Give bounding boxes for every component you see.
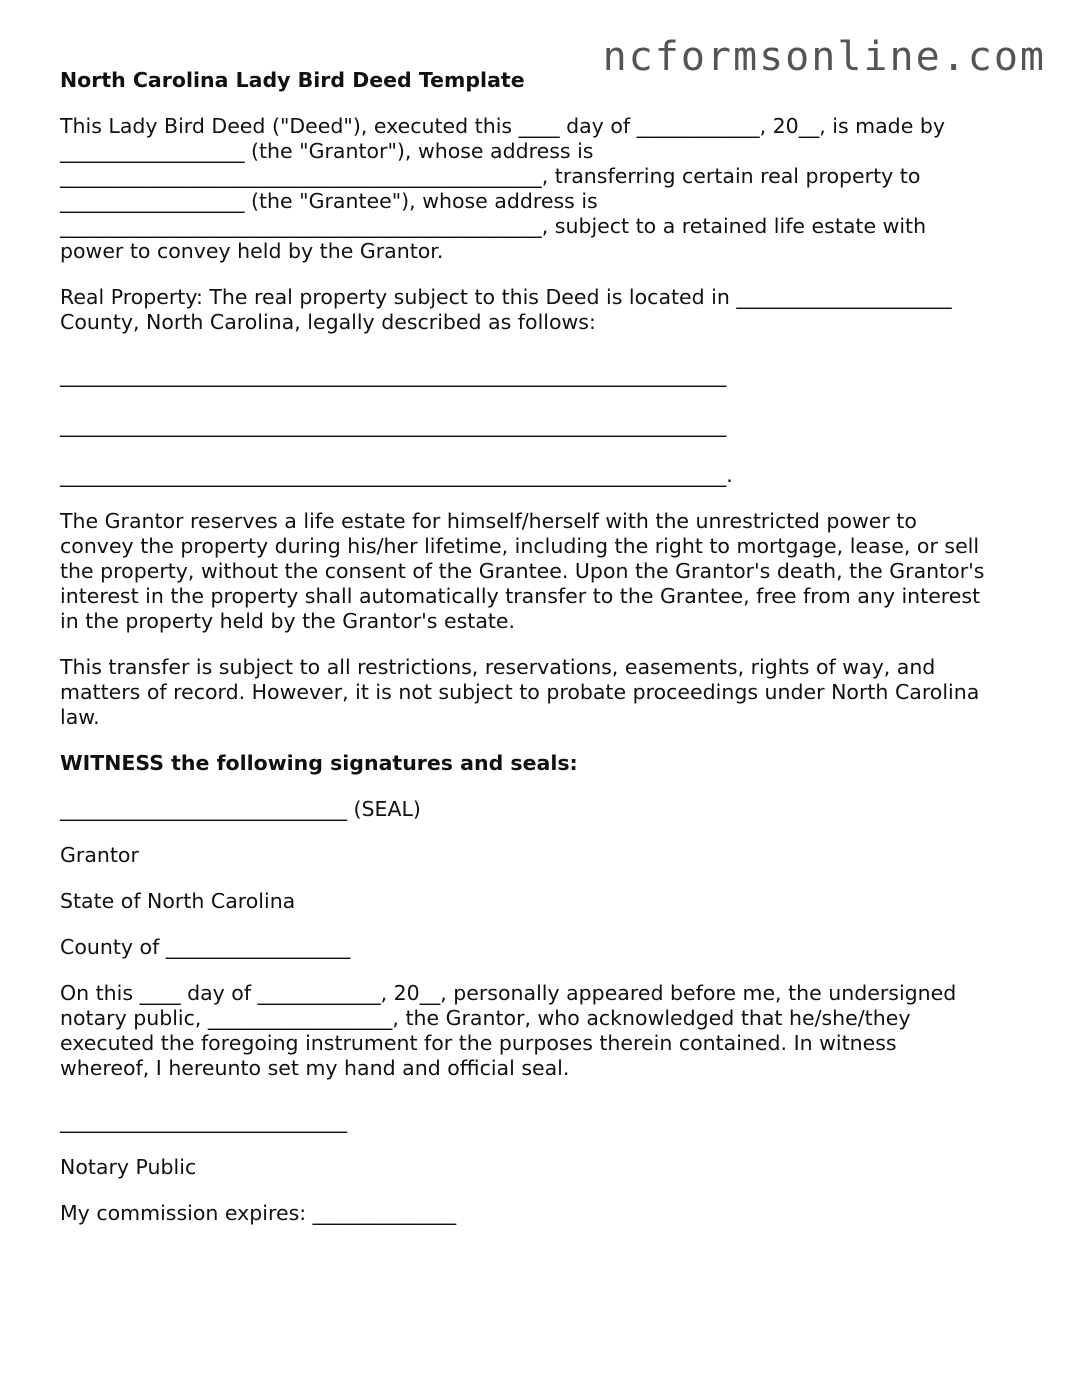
witness-heading: WITNESS the following signatures and seals: xyxy=(60,751,578,775)
grantor-label: Grantor xyxy=(60,843,139,867)
legal-description-line-1: _________________________________________________________________ xyxy=(60,363,727,387)
legal-description-line-3: _________________________________________________________________. xyxy=(60,463,733,487)
document-title: North Carolina Lady Bird Deed Template xyxy=(60,68,525,92)
notary-paragraph: On this ____ day of ____________, 20__, personally appeared before me, the undersigned notary public, __________________, the Grantor, who acknowledged that he/she/they executed the foregoing instrument for the purposes therein contained. In witness whereof, I hereunto set my hand and official seal. xyxy=(60,981,957,1080)
intro-paragraph: This Lady Bird Deed ("Deed"), executed this ____ day of ____________, 20__, is made by __________________ (the "Grantor"), whose address is _______________________________________________, transferring certain real property to __________________ (the "Grantee"), whose address is _______________________________________________, subject to a retained life estate with power to convey held by the Grantor. xyxy=(60,114,945,263)
state-line: State of North Carolina xyxy=(60,889,296,913)
legal-description-line-2: _________________________________________________________________ xyxy=(60,413,727,437)
deed-document xyxy=(60,68,1020,1247)
notary-label: Notary Public xyxy=(60,1155,197,1179)
commission-expires-line: My commission expires: ______________ xyxy=(60,1201,457,1225)
grantor-signature-line: ____________________________ (SEAL) xyxy=(60,797,421,821)
real-property-paragraph: Real Property: The real property subject to this Deed is located in _____________________ County, North Carolina, legally described as follows: xyxy=(60,285,952,334)
notary-signature-line: ____________________________ xyxy=(60,1109,347,1133)
restrictions-paragraph: This transfer is subject to all restrictions, reservations, easements, rights of way, and matters of record. However, it is not subject to probate proceedings under North Carolina law. xyxy=(60,655,980,729)
county-line: County of __________________ xyxy=(60,935,351,959)
life-estate-paragraph: The Grantor reserves a life estate for himself/herself with the unrestricted power to convey the property during his/her lifetime, including the right to mortgage, lease, or sell the property, without the consent of the Grantee. Upon the Grantor's death, the Grantor's interest in the property shall automatically transfer to the Grantee, free from any interest in the property held by the Grantor's estate. xyxy=(60,509,985,633)
site-watermark: ncformsonline.com xyxy=(602,34,1046,80)
